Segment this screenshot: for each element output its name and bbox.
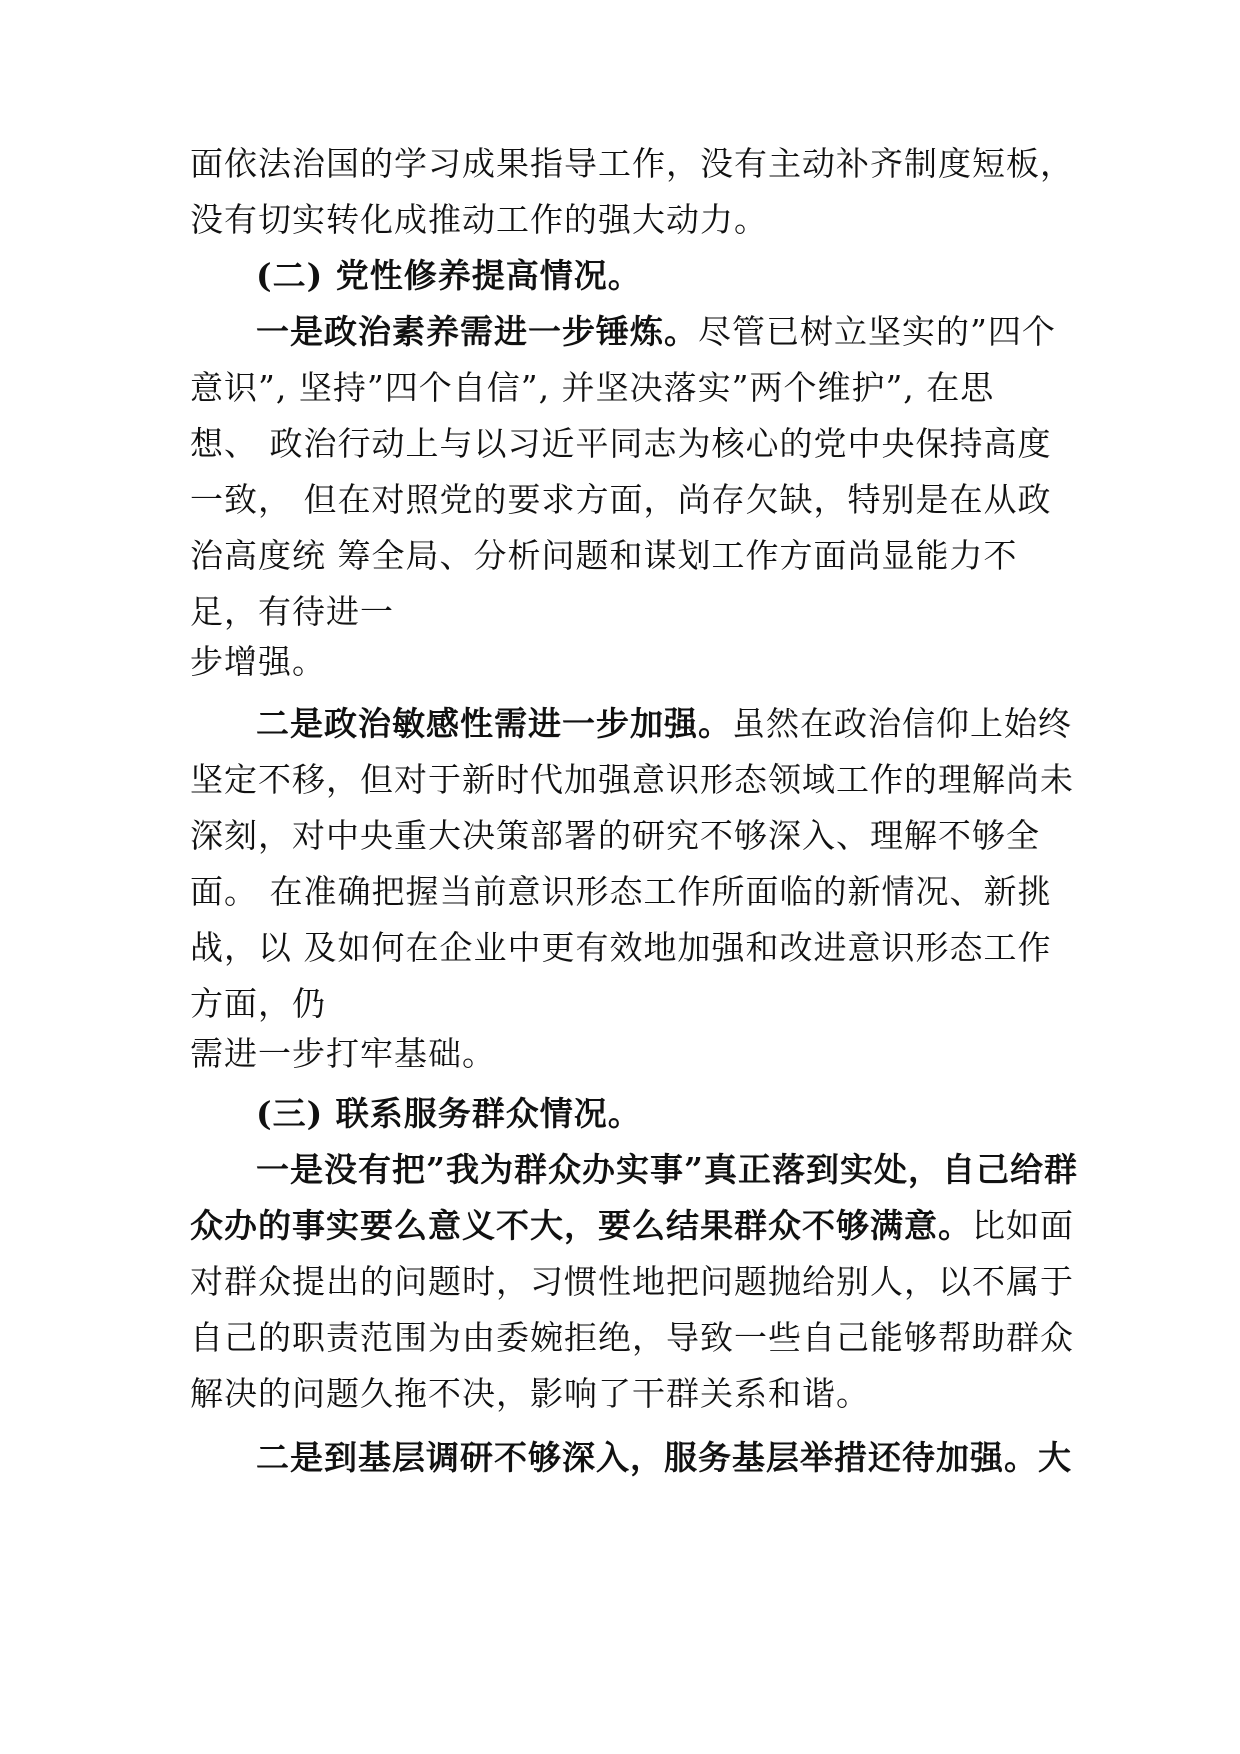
point-heading: 众办的事实要么意义不大，要么结果群众不够满意。 [190,1206,972,1245]
text-line: 治高度统 筹全局、分析问题和谋划工作方面尚显能力不 [190,536,1018,575]
text-line: 解决的问题久拖不决，影响了干群关系和谐。 [190,1374,870,1413]
section-heading-3: (三) 联系服务群众情况。 [256,1094,642,1133]
text-line: 二是政治敏感性需进一步加强。虽然在政治信仰上始终 [256,704,1072,743]
point-heading: 二是政治敏感性需进一步加强。 [256,704,732,743]
text-line: 一致， 但在对照党的要求方面，尚存欠缺，特别是在从政 [190,480,1052,519]
text-line: 坚定不移，但对于新时代加强意识形态领域工作的理解尚未 [190,760,1074,799]
text-line: 一是政治素养需进一步锤炼。尽管已树立坚实的”四个 [256,312,1056,351]
text-line: 对群众提出的问题时，习惯性地把问题抛给别人，以不属于 [190,1262,1074,1301]
text-line: 没有切实转化成推动工作的强大动力。 [190,200,768,239]
section-heading-2: (二) 党性修养提高情况。 [256,256,642,295]
text-line: 战，以 及如何在企业中更有效地加强和改进意识形态工作 [190,928,1052,967]
text-line: 众办的事实要么意义不大，要么结果群众不够满意。比如面 [190,1206,1074,1245]
text-line: 面依法治国的学习成果指导工作，没有主动补齐制度短板， [190,144,1074,183]
text-line: 深刻，对中央重大决策部署的研究不够深入、理解不够全 [190,816,1040,855]
text-line: 步增强。 [190,642,326,681]
text-line: 需进一步打牢基础。 [190,1034,496,1073]
text-line: 足，有待进一 [190,592,394,631]
text-line: 一是没有把”我为群众办实事”真正落到实处，自己给群 [256,1150,1078,1189]
text-line: 方面，仍 [190,984,326,1023]
text-line: 想、 政治行动上与以习近平同志为核心的党中央保持高度 [190,424,1052,463]
text-line: 意识”, 坚持”四个自信”, 并坚决落实”两个维护”, 在思 [190,368,995,407]
text-line: 二是到基层调研不够深入，服务基层举措还待加强。大 [256,1438,1072,1477]
text-line: 面。 在准确把握当前意识形态工作所面临的新情况、新挑 [190,872,1052,911]
point-heading: 一是政治素养需进一步锤炼。 [256,312,698,351]
text-line: 自己的职责范围为由委婉拒绝，导致一些自己能够帮助群众 [190,1318,1074,1357]
